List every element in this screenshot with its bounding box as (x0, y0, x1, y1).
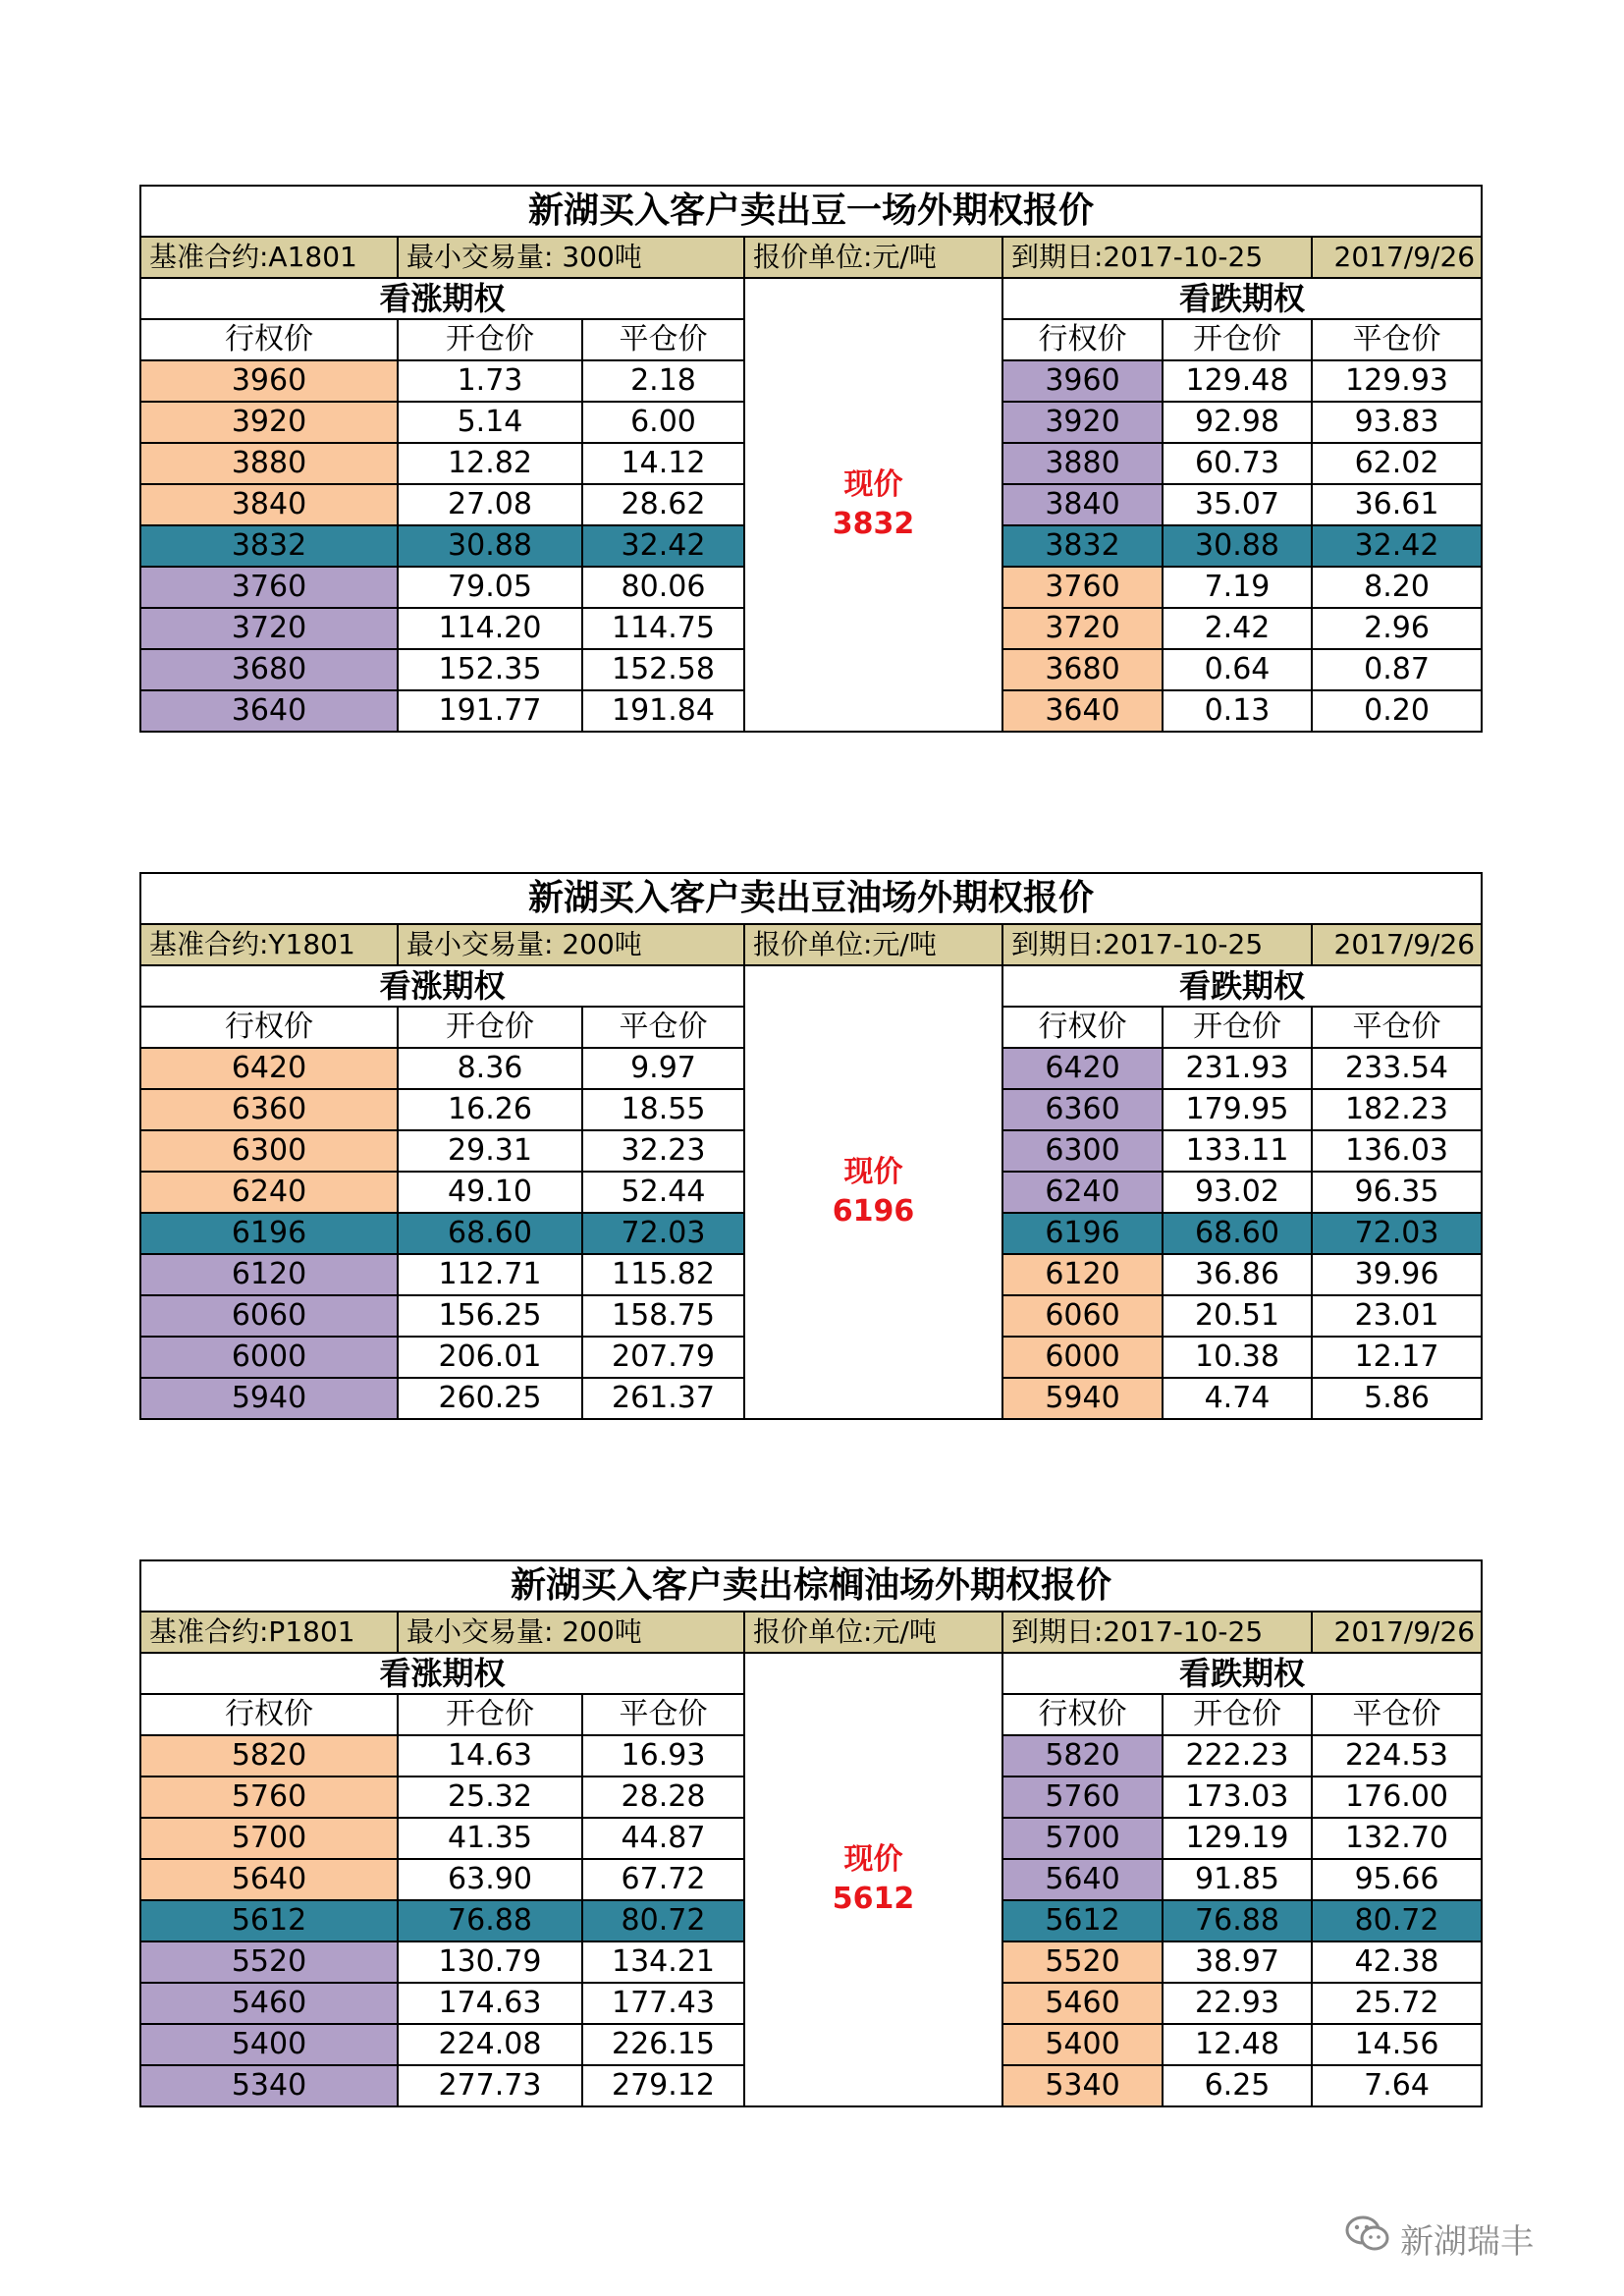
put-strike-cell: 3920 (1002, 402, 1163, 443)
put-open-cell: 60.73 (1163, 443, 1312, 484)
expiry-label: 到期日:2017-10-25 (1002, 1612, 1312, 1653)
call-strike-cell: 5940 (140, 1378, 398, 1419)
put-strike-cell: 3840 (1002, 484, 1163, 525)
table-info-row (140, 924, 1482, 965)
call-strike-cell: 5460 (140, 1983, 398, 2024)
call-close-cell: 72.03 (582, 1213, 744, 1254)
put-open-cell: 68.60 (1163, 1213, 1312, 1254)
call-strike-cell: 3840 (140, 484, 398, 525)
call-strike-cell: 6000 (140, 1337, 398, 1378)
call-strike-cell: 3920 (140, 402, 398, 443)
put-open-cell: 93.02 (1163, 1172, 1312, 1213)
put-strike-cell: 5640 (1002, 1859, 1163, 1900)
put-open-cell: 129.19 (1163, 1818, 1312, 1859)
put-open-cell: 30.88 (1163, 525, 1312, 567)
put-open-cell: 231.93 (1163, 1048, 1312, 1089)
table-title-row (140, 186, 1482, 237)
unit-label: 报价单位:元/吨 (744, 1612, 1002, 1653)
min-qty-label: 最小交易量: 200吨 (398, 924, 744, 965)
put-section-header: 看跌期权 (1002, 1653, 1482, 1694)
option-quote-table (139, 1559, 1483, 2107)
current-price-label: 现价 (843, 1842, 903, 1877)
contract-label: 基准合约:P1801 (140, 1612, 398, 1653)
put-strike-cell: 6300 (1002, 1130, 1163, 1172)
put-strike-cell: 3680 (1002, 649, 1163, 690)
call-open-cell: 30.88 (398, 525, 582, 567)
section-header-row (140, 1653, 1482, 1694)
call-strike-cell: 5700 (140, 1818, 398, 1859)
call-open-cell: 174.63 (398, 1983, 582, 2024)
put-close-cell: 25.72 (1312, 1983, 1482, 2024)
put-close-cell: 36.61 (1312, 484, 1482, 525)
call-close-header: 平仓价 (582, 1694, 744, 1735)
put-strike-cell: 3720 (1002, 608, 1163, 649)
put-strike-cell: 3832 (1002, 525, 1163, 567)
current-price-value: 6196 (832, 1194, 915, 1229)
call-open-cell: 191.77 (398, 690, 582, 732)
put-open-cell: 129.48 (1163, 360, 1312, 402)
call-close-header: 平仓价 (582, 319, 744, 360)
put-section-header: 看跌期权 (1002, 965, 1482, 1007)
call-strike-cell: 6196 (140, 1213, 398, 1254)
call-section-header: 看涨期权 (140, 1653, 744, 1694)
put-strike-cell: 3760 (1002, 567, 1163, 608)
call-close-cell: 32.42 (582, 525, 744, 567)
table-title: 新湖买入客户卖出棕榈油场外期权报价 (140, 1560, 1482, 1612)
put-close-cell: 62.02 (1312, 443, 1482, 484)
put-close-header: 平仓价 (1312, 319, 1482, 360)
put-open-cell: 36.86 (1163, 1254, 1312, 1295)
section-header-row (140, 278, 1482, 319)
table-info-row (140, 237, 1482, 278)
call-close-cell: 261.37 (582, 1378, 744, 1419)
call-strike-header: 行权价 (140, 319, 398, 360)
put-close-cell: 132.70 (1312, 1818, 1482, 1859)
put-open-cell: 92.98 (1163, 402, 1312, 443)
call-strike-cell: 3680 (140, 649, 398, 690)
call-close-cell: 207.79 (582, 1337, 744, 1378)
current-price-cell (744, 1653, 1002, 2106)
put-strike-cell: 5520 (1002, 1941, 1163, 1983)
put-close-cell: 8.20 (1312, 567, 1482, 608)
put-open-cell: 222.23 (1163, 1735, 1312, 1777)
put-close-cell: 176.00 (1312, 1777, 1482, 1818)
call-close-cell: 152.58 (582, 649, 744, 690)
watermark (1345, 2214, 1534, 2263)
put-open-cell: 35.07 (1163, 484, 1312, 525)
call-open-cell: 12.82 (398, 443, 582, 484)
put-strike-cell: 3640 (1002, 690, 1163, 732)
put-open-cell: 0.64 (1163, 649, 1312, 690)
put-close-cell: 2.96 (1312, 608, 1482, 649)
put-close-cell: 72.03 (1312, 1213, 1482, 1254)
call-open-header: 开仓价 (398, 319, 582, 360)
call-close-cell: 44.87 (582, 1818, 744, 1859)
put-strike-cell: 5760 (1002, 1777, 1163, 1818)
call-close-cell: 6.00 (582, 402, 744, 443)
put-close-cell: 136.03 (1312, 1130, 1482, 1172)
put-open-cell: 22.93 (1163, 1983, 1312, 2024)
call-open-header: 开仓价 (398, 1694, 582, 1735)
put-strike-cell: 5700 (1002, 1818, 1163, 1859)
put-close-cell: 12.17 (1312, 1337, 1482, 1378)
contract-label: 基准合约:A1801 (140, 237, 398, 278)
call-close-cell: 9.97 (582, 1048, 744, 1089)
put-strike-cell: 6240 (1002, 1172, 1163, 1213)
call-close-cell: 14.12 (582, 443, 744, 484)
call-close-cell: 28.62 (582, 484, 744, 525)
call-open-cell: 224.08 (398, 2024, 582, 2065)
watermark-text: 新湖瑞丰 (1400, 2222, 1534, 2262)
put-close-cell: 0.87 (1312, 649, 1482, 690)
option-quote-table (139, 872, 1483, 1420)
put-strike-cell: 6120 (1002, 1254, 1163, 1295)
put-open-cell: 20.51 (1163, 1295, 1312, 1337)
call-open-cell: 68.60 (398, 1213, 582, 1254)
date-label: 2017/9/26 (1312, 924, 1482, 965)
call-strike-cell: 3640 (140, 690, 398, 732)
put-open-header: 开仓价 (1163, 1007, 1312, 1048)
call-open-cell: 76.88 (398, 1900, 582, 1941)
call-close-header: 平仓价 (582, 1007, 744, 1048)
call-close-cell: 67.72 (582, 1859, 744, 1900)
put-close-cell: 39.96 (1312, 1254, 1482, 1295)
put-open-cell: 0.13 (1163, 690, 1312, 732)
put-open-cell: 6.25 (1163, 2065, 1312, 2106)
put-close-cell: 32.42 (1312, 525, 1482, 567)
call-open-cell: 260.25 (398, 1378, 582, 1419)
put-strike-header: 行权价 (1002, 1694, 1163, 1735)
call-strike-cell: 6120 (140, 1254, 398, 1295)
unit-label: 报价单位:元/吨 (744, 237, 1002, 278)
table-info-row (140, 1612, 1482, 1653)
current-price-cell (744, 965, 1002, 1419)
put-strike-header: 行权价 (1002, 1007, 1163, 1048)
call-close-cell: 191.84 (582, 690, 744, 732)
put-close-cell: 95.66 (1312, 1859, 1482, 1900)
call-open-header: 开仓价 (398, 1007, 582, 1048)
call-strike-cell: 5612 (140, 1900, 398, 1941)
call-strike-cell: 5400 (140, 2024, 398, 2065)
call-close-cell: 279.12 (582, 2065, 744, 2106)
put-strike-cell: 5940 (1002, 1378, 1163, 1419)
put-open-cell: 10.38 (1163, 1337, 1312, 1378)
put-close-header: 平仓价 (1312, 1007, 1482, 1048)
call-close-cell: 134.21 (582, 1941, 744, 1983)
put-close-cell: 23.01 (1312, 1295, 1482, 1337)
call-strike-cell: 6300 (140, 1130, 398, 1172)
put-strike-header: 行权价 (1002, 319, 1163, 360)
current-price-cell (744, 278, 1002, 732)
call-close-cell: 18.55 (582, 1089, 744, 1130)
call-open-cell: 206.01 (398, 1337, 582, 1378)
put-strike-cell: 6000 (1002, 1337, 1163, 1378)
put-close-header: 平仓价 (1312, 1694, 1482, 1735)
put-strike-cell: 6420 (1002, 1048, 1163, 1089)
table-title-row (140, 1560, 1482, 1612)
date-label: 2017/9/26 (1312, 237, 1482, 278)
call-open-cell: 1.73 (398, 360, 582, 402)
put-strike-cell: 6060 (1002, 1295, 1163, 1337)
current-price-value: 3832 (832, 507, 915, 541)
option-quote-table (139, 185, 1483, 733)
put-close-cell: 5.86 (1312, 1378, 1482, 1419)
put-open-cell: 76.88 (1163, 1900, 1312, 1941)
call-open-cell: 41.35 (398, 1818, 582, 1859)
put-strike-cell: 3880 (1002, 443, 1163, 484)
current-price-label: 现价 (843, 1155, 903, 1189)
put-close-cell: 93.83 (1312, 402, 1482, 443)
call-open-cell: 63.90 (398, 1859, 582, 1900)
min-qty-label: 最小交易量: 300吨 (398, 237, 744, 278)
call-close-cell: 226.15 (582, 2024, 744, 2065)
call-open-cell: 114.20 (398, 608, 582, 649)
call-strike-cell: 5520 (140, 1941, 398, 1983)
put-strike-cell: 5400 (1002, 2024, 1163, 2065)
put-open-cell: 179.95 (1163, 1089, 1312, 1130)
put-close-cell: 80.72 (1312, 1900, 1482, 1941)
put-close-cell: 129.93 (1312, 360, 1482, 402)
put-strike-cell: 6360 (1002, 1089, 1163, 1130)
call-strike-cell: 5640 (140, 1859, 398, 1900)
call-strike-cell: 5340 (140, 2065, 398, 2106)
put-close-cell: 182.23 (1312, 1089, 1482, 1130)
call-open-cell: 8.36 (398, 1048, 582, 1089)
expiry-label: 到期日:2017-10-25 (1002, 237, 1312, 278)
put-strike-cell: 6196 (1002, 1213, 1163, 1254)
put-open-cell: 2.42 (1163, 608, 1312, 649)
call-open-cell: 79.05 (398, 567, 582, 608)
call-close-cell: 32.23 (582, 1130, 744, 1172)
put-open-cell: 133.11 (1163, 1130, 1312, 1172)
wechat-icon (1345, 2214, 1400, 2263)
put-open-cell: 38.97 (1163, 1941, 1312, 1983)
put-close-cell: 14.56 (1312, 2024, 1482, 2065)
call-strike-cell: 6060 (140, 1295, 398, 1337)
put-open-cell: 7.19 (1163, 567, 1312, 608)
put-open-header: 开仓价 (1163, 319, 1312, 360)
call-strike-header: 行权价 (140, 1694, 398, 1735)
call-close-cell: 115.82 (582, 1254, 744, 1295)
section-header-row (140, 965, 1482, 1007)
call-open-cell: 156.25 (398, 1295, 582, 1337)
call-open-cell: 14.63 (398, 1735, 582, 1777)
call-close-cell: 80.72 (582, 1900, 744, 1941)
call-close-cell: 16.93 (582, 1735, 744, 1777)
call-open-cell: 112.71 (398, 1254, 582, 1295)
call-section-header: 看涨期权 (140, 278, 744, 319)
put-close-cell: 96.35 (1312, 1172, 1482, 1213)
put-strike-cell: 5340 (1002, 2065, 1163, 2106)
call-strike-cell: 6240 (140, 1172, 398, 1213)
call-close-cell: 158.75 (582, 1295, 744, 1337)
call-open-cell: 5.14 (398, 402, 582, 443)
put-open-cell: 4.74 (1163, 1378, 1312, 1419)
call-close-cell: 80.06 (582, 567, 744, 608)
expiry-label: 到期日:2017-10-25 (1002, 924, 1312, 965)
call-strike-cell: 5760 (140, 1777, 398, 1818)
put-open-cell: 173.03 (1163, 1777, 1312, 1818)
call-open-cell: 49.10 (398, 1172, 582, 1213)
put-strike-cell: 5612 (1002, 1900, 1163, 1941)
current-price-label: 现价 (843, 467, 903, 502)
call-open-cell: 277.73 (398, 2065, 582, 2106)
min-qty-label: 最小交易量: 200吨 (398, 1612, 744, 1653)
put-close-cell: 7.64 (1312, 2065, 1482, 2106)
call-close-cell: 52.44 (582, 1172, 744, 1213)
call-close-cell: 177.43 (582, 1983, 744, 2024)
put-strike-cell: 3960 (1002, 360, 1163, 402)
call-open-cell: 152.35 (398, 649, 582, 690)
call-close-cell: 114.75 (582, 608, 744, 649)
call-strike-cell: 3832 (140, 525, 398, 567)
call-strike-cell: 6360 (140, 1089, 398, 1130)
call-close-cell: 28.28 (582, 1777, 744, 1818)
table-title: 新湖买入客户卖出豆一场外期权报价 (140, 186, 1482, 237)
call-section-header: 看涨期权 (140, 965, 744, 1007)
put-strike-cell: 5460 (1002, 1983, 1163, 2024)
put-open-cell: 12.48 (1163, 2024, 1312, 2065)
contract-label: 基准合约:Y1801 (140, 924, 398, 965)
date-label: 2017/9/26 (1312, 1612, 1482, 1653)
call-strike-cell: 3760 (140, 567, 398, 608)
table-title: 新湖买入客户卖出豆油场外期权报价 (140, 873, 1482, 924)
put-close-cell: 224.53 (1312, 1735, 1482, 1777)
call-strike-cell: 6420 (140, 1048, 398, 1089)
unit-label: 报价单位:元/吨 (744, 924, 1002, 965)
call-open-cell: 27.08 (398, 484, 582, 525)
table-title-row (140, 873, 1482, 924)
call-strike-cell: 3880 (140, 443, 398, 484)
put-strike-cell: 5820 (1002, 1735, 1163, 1777)
call-strike-header: 行权价 (140, 1007, 398, 1048)
call-strike-cell: 3960 (140, 360, 398, 402)
put-section-header: 看跌期权 (1002, 278, 1482, 319)
put-open-cell: 91.85 (1163, 1859, 1312, 1900)
put-close-cell: 0.20 (1312, 690, 1482, 732)
put-close-cell: 233.54 (1312, 1048, 1482, 1089)
call-open-cell: 16.26 (398, 1089, 582, 1130)
put-close-cell: 42.38 (1312, 1941, 1482, 1983)
call-close-cell: 2.18 (582, 360, 744, 402)
call-strike-cell: 3720 (140, 608, 398, 649)
current-price-value: 5612 (832, 1882, 915, 1916)
call-open-cell: 25.32 (398, 1777, 582, 1818)
put-open-header: 开仓价 (1163, 1694, 1312, 1735)
call-open-cell: 130.79 (398, 1941, 582, 1983)
call-strike-cell: 5820 (140, 1735, 398, 1777)
call-open-cell: 29.31 (398, 1130, 582, 1172)
